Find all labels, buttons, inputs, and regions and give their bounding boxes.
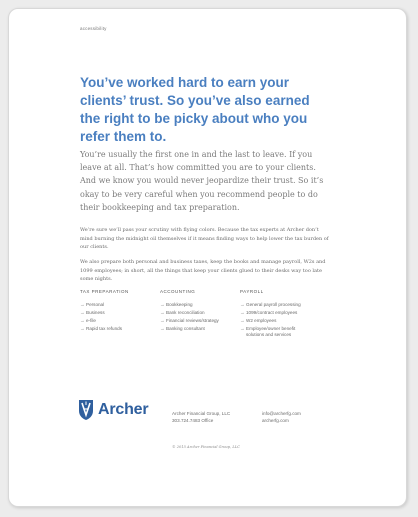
service-list [240,301,330,333]
company-name: Archer Financial Group, LLC [172,411,231,416]
list-item: → Banking consultant [160,325,205,331]
arrow-icon: → [160,325,165,331]
arrow-icon: → [240,309,245,315]
company-phone: 303.724.7483 Office [172,418,214,423]
archer-logo [78,397,168,423]
list-item: → W2 employees [240,317,277,323]
list-item: → General payroll processing [240,302,301,307]
list-item: → Personal [80,302,105,307]
arrow-icon: → [80,325,85,331]
services-column-payroll [240,289,330,339]
archer-shield-icon [78,399,94,421]
list-item: → Bookkeeping [160,302,193,307]
list-item: → Business [80,309,105,315]
arrow-icon: → [160,302,165,307]
ad-code: accessibility [80,26,107,31]
arrow-icon: → [240,317,245,323]
service-list [80,301,158,333]
company-info [172,410,230,424]
arrow-icon: → [160,317,165,323]
list-item: → Employee/owner benefit [240,325,296,331]
contact-info [262,410,301,424]
arrow-icon: → [160,309,165,315]
body-paragraph-2: We also prepare both personal and business taxes, keep the books and manage payroll, W2s and 1099 employees; in short, all the things that keep your clients glued to their desks way too late some nights. [80,259,326,282]
arrow-icon: → [240,325,245,331]
brand-name: Archer [98,401,149,418]
arrow-icon: → [80,317,85,323]
list-item: → Bank reconciliation [160,309,205,315]
list-item: → 1099/contract employees [240,309,298,315]
arrow-icon: → [80,309,85,315]
services-column-tax [80,289,158,333]
list-item-continuation: solutions and services [246,331,292,337]
contact-email[interactable]: info@archerfg.com [262,411,301,416]
column-heading: TAX PREPARATION [80,289,129,294]
body-paragraph-1: We’re sure we’ll pass your scrutiny with flying colors. Because the tax experts at Archer don’t mind burning the midnight oil themselves if it means finding ways to help lower the tax burden of our clients. [80,227,329,250]
copyright: © 2015 Archer Financial Group, LLC [172,445,240,449]
list-item: → Financial reviews/strategy [160,317,219,323]
column-heading: ACCOUNTING [160,289,196,294]
contact-website[interactable]: archerfg.com [262,418,289,423]
list-item: → Rapid tax refunds [80,325,123,331]
services-column-accounting [160,289,238,333]
arrow-icon: → [80,302,85,307]
column-heading: PAYROLL [240,289,264,294]
arrow-icon: → [240,302,245,307]
lead-paragraph: You’re usually the first one in and the last to leave. If you leave at all. That’s how committed you are to your clients. And we know you would never jeopardize their trust. So it’s okay to be very careful when you recommend people to do their bookkeeping and tax preparation. [80,150,324,212]
service-list [160,301,238,333]
headline: You’ve worked hard to earn your clients’ trust. So you’ve also earned the right to be picky about who you refer them to. [80,75,310,144]
list-item: → e-file [80,317,96,323]
